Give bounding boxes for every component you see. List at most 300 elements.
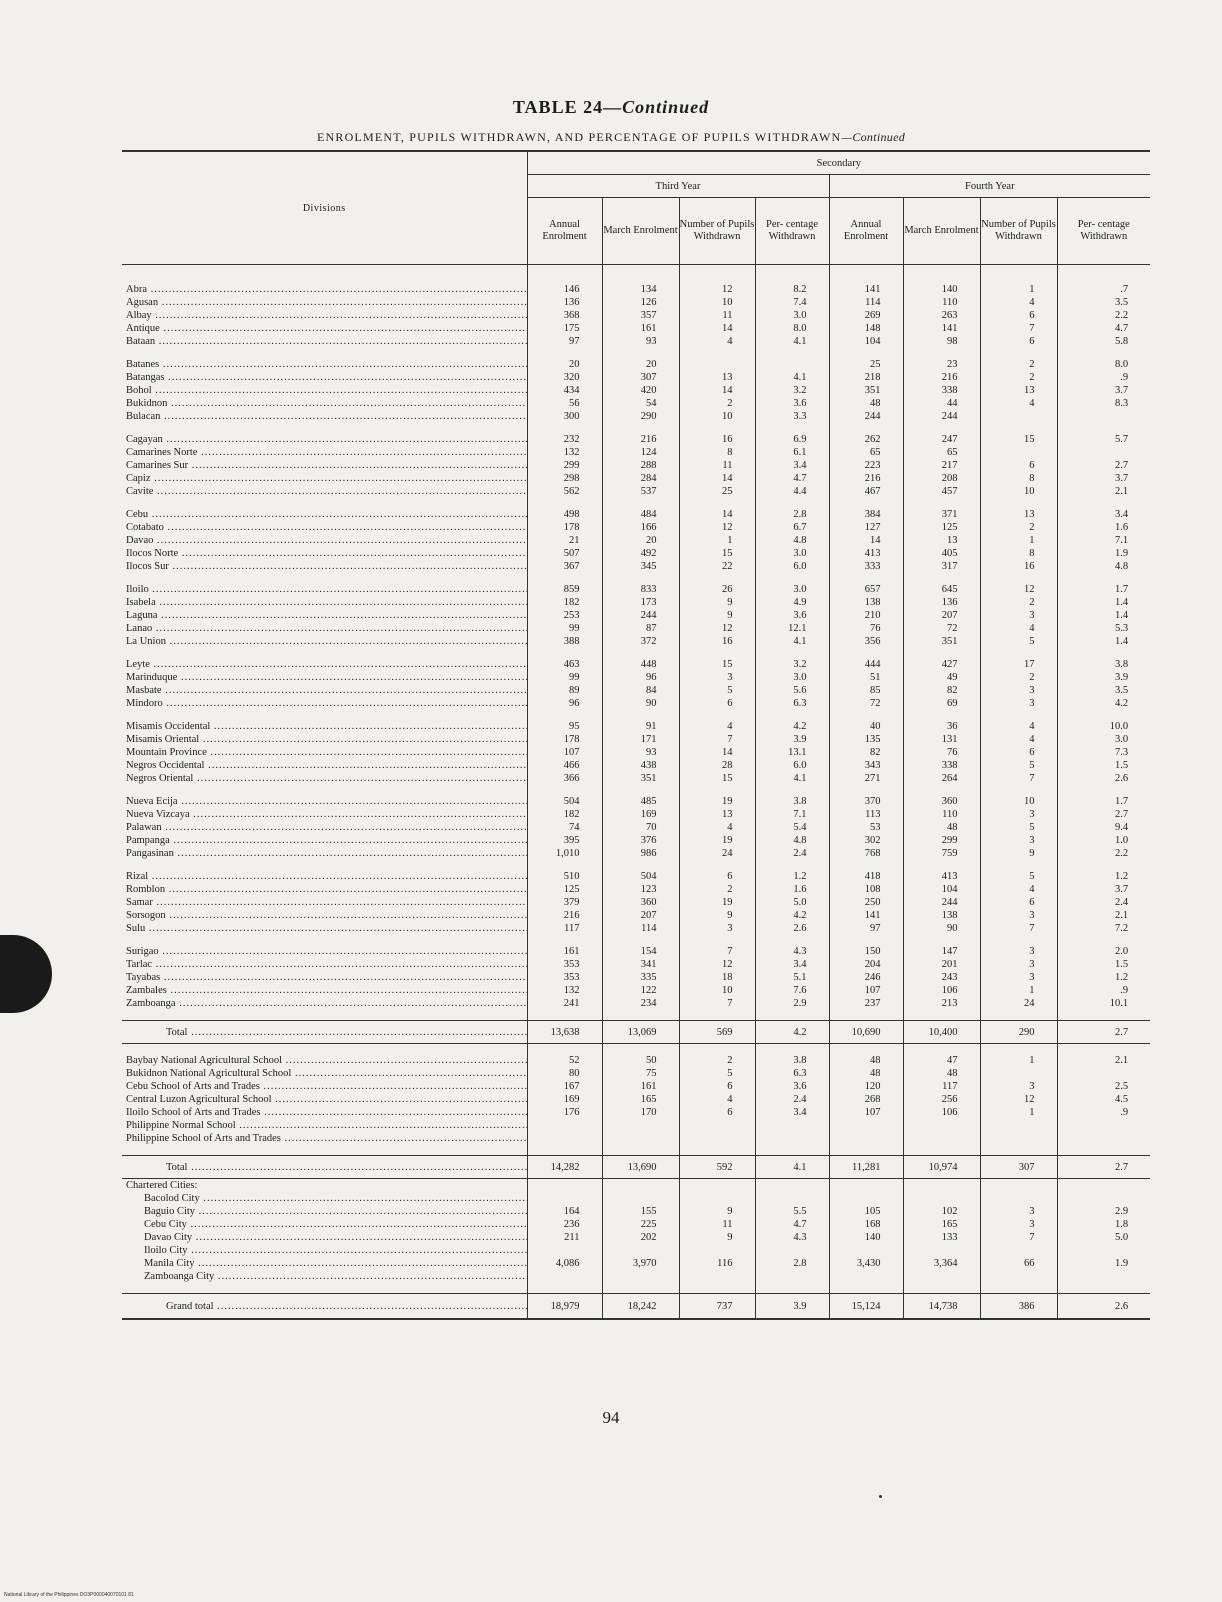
cell-value: 124 (602, 446, 679, 459)
cell-value (1057, 1270, 1150, 1283)
cell-value: 48 (903, 1067, 980, 1080)
row-label: Surigao ..... (122, 945, 527, 958)
cell-value: 178 (527, 733, 602, 746)
cell-value: 6 (980, 459, 1057, 472)
cell-value: 4.1 (755, 371, 829, 384)
cell-value: 444 (829, 658, 903, 671)
table-row (122, 997, 1150, 1010)
spacer-row (122, 648, 1150, 658)
cell-value: 217 (903, 459, 980, 472)
table-body (122, 265, 1150, 1320)
cell-value: 207 (903, 609, 980, 622)
cell-value: 7.1 (755, 808, 829, 821)
cell-value: 90 (602, 697, 679, 710)
cell-value: 131 (903, 733, 980, 746)
cell-value: 10 (679, 984, 755, 997)
cell-value: 161 (602, 1080, 679, 1093)
cell-value: 2 (980, 358, 1057, 371)
cell-value (602, 1270, 679, 1283)
cell-value: 3.4 (755, 1106, 829, 1119)
cell-value: 16 (679, 433, 755, 446)
cell-value (1057, 1192, 1150, 1205)
cell-value: 125 (527, 883, 602, 896)
cell-value: 5 (980, 821, 1057, 834)
cell-value: 54 (602, 397, 679, 410)
cell-value: 146 (527, 283, 602, 296)
row-label: Nueva Vizcaya ..... (122, 808, 527, 821)
cell-value: 6.7 (755, 521, 829, 534)
cell-value: 3.7 (1057, 883, 1150, 896)
cell-value: 2.1 (1057, 1054, 1150, 1067)
cell-value: 8 (679, 446, 755, 459)
row-label: Pampanga ..... (122, 834, 527, 847)
cell-value (527, 1132, 602, 1145)
spacer-row (122, 348, 1150, 358)
cell-value (829, 1244, 903, 1257)
cell-value: 24 (679, 847, 755, 860)
row-label: Bacolod City ..... (122, 1192, 527, 1205)
cell-value: 15 (679, 547, 755, 560)
cell-value: 7.2 (1057, 922, 1150, 935)
table-row (122, 834, 1150, 847)
cell-value: 4.9 (755, 596, 829, 609)
cell-value: 4,086 (527, 1257, 602, 1270)
cell-value: 366 (527, 772, 602, 785)
cell-value: 4 (980, 397, 1057, 410)
cell-value: 253 (527, 609, 602, 622)
table-row (122, 720, 1150, 733)
table-row (122, 1244, 1150, 1257)
cell-value: 28 (679, 759, 755, 772)
row-label: La Union ..... (122, 635, 527, 648)
cell-value: 11,281 (829, 1156, 903, 1179)
cell-value (755, 1132, 829, 1145)
table-row (122, 847, 1150, 860)
cell-value: 19 (679, 896, 755, 909)
table-row (122, 1192, 1150, 1205)
table-row (122, 1218, 1150, 1231)
cell-value: 132 (527, 984, 602, 997)
cell-value: 3 (980, 971, 1057, 984)
cell-value: 164 (527, 1205, 602, 1218)
cell-value: 51 (829, 671, 903, 684)
cell-value (679, 1192, 755, 1205)
cell-value (1057, 1067, 1150, 1080)
cell-value: 99 (527, 671, 602, 684)
cell-value: 5.7 (1057, 433, 1150, 446)
cell-value (527, 1270, 602, 1283)
cell-value: 95 (527, 720, 602, 733)
cell-value: 7 (980, 772, 1057, 785)
cell-value: 93 (602, 746, 679, 759)
cell-value: 3.5 (1057, 296, 1150, 309)
cell-value: 110 (903, 808, 980, 821)
cell-value: 44 (903, 397, 980, 410)
cell-value: 1.4 (1057, 609, 1150, 622)
cell-value: 8.0 (755, 322, 829, 335)
divisions-header: Divisions (122, 151, 527, 265)
cell-value: 2.8 (755, 508, 829, 521)
cell-value: 211 (527, 1231, 602, 1244)
cell-value: 418 (829, 870, 903, 883)
cell-value: 246 (829, 971, 903, 984)
col-percentage-withdrawn: Per- centage Withdrawn (755, 198, 829, 265)
row-label: Batanes ..... (122, 358, 527, 371)
cell-value: 15 (980, 433, 1057, 446)
cell-value: 16 (980, 560, 1057, 573)
row-label: Grand total ..... (122, 1294, 527, 1320)
cell-value: 271 (829, 772, 903, 785)
cell-value: 7.6 (755, 984, 829, 997)
cell-value: 6 (980, 309, 1057, 322)
cell-value: 167 (527, 1080, 602, 1093)
cell-value: 12 (980, 583, 1057, 596)
cell-value: .9 (1057, 371, 1150, 384)
cell-value: 2.1 (1057, 909, 1150, 922)
cell-value: 6 (980, 335, 1057, 348)
cell-value: 15 (679, 658, 755, 671)
table-row (122, 534, 1150, 547)
row-label: Camarines Sur ..... (122, 459, 527, 472)
row-label: Sulu ..... (122, 922, 527, 935)
row-label: Iloilo School of Arts and Trades ..... (122, 1106, 527, 1119)
cell-value: 4.7 (755, 1218, 829, 1231)
table-row (122, 697, 1150, 710)
row-label: Bukidnon National Agricultural School ..... (122, 1067, 527, 1080)
cell-value: 413 (903, 870, 980, 883)
cell-value: 232 (527, 433, 602, 446)
speck (879, 1495, 882, 1498)
cell-value: 7 (679, 733, 755, 746)
cell-value: 3.8 (1057, 658, 1150, 671)
cell-value (980, 410, 1057, 423)
table-row (122, 795, 1150, 808)
spacer-row (122, 1044, 1150, 1055)
cell-value: 6 (679, 1106, 755, 1119)
cell-value (980, 1067, 1057, 1080)
cell-value: 2.4 (1057, 896, 1150, 909)
table-row (122, 309, 1150, 322)
cell-value (980, 1132, 1057, 1145)
cell-value: 2.2 (1057, 309, 1150, 322)
cell-value: 10.0 (1057, 720, 1150, 733)
cell-value: 216 (829, 472, 903, 485)
cell-value: 2.6 (755, 922, 829, 935)
cell-value: 4.8 (1057, 560, 1150, 573)
cell-value: 241 (527, 997, 602, 1010)
row-label: Ilocos Sur ..... (122, 560, 527, 573)
cell-value: 3 (679, 922, 755, 935)
cell-value: 3.6 (755, 609, 829, 622)
cell-value: 4 (980, 733, 1057, 746)
table-row (122, 896, 1150, 909)
cell-value: 97 (527, 335, 602, 348)
table-row (122, 521, 1150, 534)
cell-value: 3.0 (755, 671, 829, 684)
cell-value: 1.6 (755, 883, 829, 896)
scan-footer: National Library of the Philippines DO3P000040070101 81 (4, 1592, 134, 1598)
table-row (122, 596, 1150, 609)
row-label: Bataan ..... (122, 335, 527, 348)
cell-value: 2.6 (1057, 772, 1150, 785)
cell-value: 247 (903, 433, 980, 446)
spacer-row (122, 935, 1150, 945)
row-label: Zamboanga ..... (122, 997, 527, 1010)
cell-value: 96 (602, 671, 679, 684)
row-label: Masbate ..... (122, 684, 527, 697)
cell-value: 1.4 (1057, 596, 1150, 609)
cell-value: 4.2 (755, 909, 829, 922)
cell-value: 8.2 (755, 283, 829, 296)
cell-value: 141 (829, 283, 903, 296)
cell-value: 645 (903, 583, 980, 596)
cell-value: 14 (679, 384, 755, 397)
cell-value: 6.3 (755, 697, 829, 710)
cell-value: 3.5 (1057, 684, 1150, 697)
cell-value (1057, 1244, 1150, 1257)
cell-value: 244 (903, 896, 980, 909)
row-label: Camarines Norte ..... (122, 446, 527, 459)
cell-value (527, 1192, 602, 1205)
cell-value: 300 (527, 410, 602, 423)
cell-value: 225 (602, 1218, 679, 1231)
row-label: Samar ..... (122, 896, 527, 909)
cell-value: 65 (829, 446, 903, 459)
cell-value: 466 (527, 759, 602, 772)
cell-value: 367 (527, 560, 602, 573)
table-row (122, 371, 1150, 384)
cell-value: 510 (527, 870, 602, 883)
cell-value: 360 (602, 896, 679, 909)
table-row (122, 1132, 1150, 1145)
cell-value: 284 (602, 472, 679, 485)
cell-value: 48 (829, 1054, 903, 1067)
cell-value: 114 (602, 922, 679, 935)
cell-value: 218 (829, 371, 903, 384)
cell-value: 3.2 (755, 384, 829, 397)
cell-value: 6 (679, 870, 755, 883)
cell-value: 2.5 (1057, 1080, 1150, 1093)
cell-value: 13 (903, 534, 980, 547)
spacer-row (122, 423, 1150, 433)
cell-value: 216 (602, 433, 679, 446)
cell-value: 386 (980, 1294, 1057, 1320)
cell-value: 507 (527, 547, 602, 560)
row-label: Lanao ..... (122, 622, 527, 635)
cell-value (602, 1244, 679, 1257)
cell-value: 7.3 (1057, 746, 1150, 759)
cell-value: 10 (679, 296, 755, 309)
cell-value: 14 (679, 322, 755, 335)
cell-value: 133 (903, 1231, 980, 1244)
table-row (122, 958, 1150, 971)
cell-value: 3.7 (1057, 472, 1150, 485)
cell-value (1057, 410, 1150, 423)
cell-value: 2.4 (755, 847, 829, 860)
cell-value: 82 (829, 746, 903, 759)
cell-value: 14,738 (903, 1294, 980, 1320)
cell-value: 288 (602, 459, 679, 472)
cell-value: 12 (679, 622, 755, 635)
table-row (122, 1294, 1150, 1320)
cell-value: 25 (829, 358, 903, 371)
spacer-row (122, 860, 1150, 870)
cell-value: 168 (829, 1218, 903, 1231)
cell-value: 171 (602, 733, 679, 746)
cell-value: 1,010 (527, 847, 602, 860)
cell-value: 3 (980, 945, 1057, 958)
cell-value: 371 (903, 508, 980, 521)
cell-value: 98 (903, 335, 980, 348)
cell-value: 15 (679, 772, 755, 785)
table-row (122, 446, 1150, 459)
cell-value: 9 (980, 847, 1057, 860)
row-label: Cavite ..... (122, 485, 527, 498)
spacer-row (122, 710, 1150, 720)
cell-value: 4.1 (755, 335, 829, 348)
enrolment-table (122, 150, 1150, 1320)
cell-value: 20 (527, 358, 602, 371)
cell-value: 368 (527, 309, 602, 322)
cell-value (602, 1132, 679, 1145)
cell-value: 343 (829, 759, 903, 772)
cell-value: 467 (829, 485, 903, 498)
cell-value (829, 1270, 903, 1283)
cell-value (679, 1244, 755, 1257)
row-label: Palawan ..... (122, 821, 527, 834)
cell-value: 353 (527, 971, 602, 984)
cell-value: 7 (980, 922, 1057, 935)
cell-value (980, 1119, 1057, 1132)
table-row (122, 808, 1150, 821)
cell-value: 20 (602, 358, 679, 371)
cell-value: 21 (527, 534, 602, 547)
cell-value: 307 (980, 1156, 1057, 1179)
cell-value: 7.4 (755, 296, 829, 309)
cell-value: 120 (829, 1080, 903, 1093)
cell-value: 320 (527, 371, 602, 384)
cell-value: 170 (602, 1106, 679, 1119)
cell-value: 18 (679, 971, 755, 984)
cell-value (755, 1119, 829, 1132)
cell-value: 9 (679, 1231, 755, 1244)
cell-value: 3.0 (755, 583, 829, 596)
cell-value: 1.2 (755, 870, 829, 883)
cell-value: 1 (980, 984, 1057, 997)
row-label: Mindoro ..... (122, 697, 527, 710)
cell-value: 3 (980, 958, 1057, 971)
table-row (122, 1156, 1150, 1179)
cell-value: 269 (829, 309, 903, 322)
cell-value: 18,979 (527, 1294, 602, 1320)
cell-value: 13 (980, 508, 1057, 521)
table-row (122, 1270, 1150, 1283)
cell-value: 18,242 (602, 1294, 679, 1320)
cell-value: 6 (679, 697, 755, 710)
row-label: Central Luzon Agricultural School ..... (122, 1093, 527, 1106)
cell-value: 6 (679, 1080, 755, 1093)
table-row (122, 560, 1150, 573)
cell-value (903, 1119, 980, 1132)
cell-value: 4.5 (1057, 1093, 1150, 1106)
cell-value: 96 (527, 697, 602, 710)
table-row (122, 1054, 1150, 1067)
cell-value: 1.9 (1057, 1257, 1150, 1270)
col-pupils-withdrawn: Number of Pupils Withdrawn (980, 198, 1057, 265)
cell-value: .9 (1057, 1106, 1150, 1119)
row-label: Cebu ..... (122, 508, 527, 521)
cell-value: 11 (679, 459, 755, 472)
cell-value: 3 (980, 684, 1057, 697)
cell-value (903, 1192, 980, 1205)
row-label: Abra ..... (122, 283, 527, 296)
cell-value: 413 (829, 547, 903, 560)
row-label: Isabela ..... (122, 596, 527, 609)
cell-value: 2.9 (755, 997, 829, 1010)
cell-value: 2.0 (1057, 945, 1150, 958)
table-row (122, 658, 1150, 671)
row-label: Rizal ..... (122, 870, 527, 883)
cell-value: 333 (829, 560, 903, 573)
table-row (122, 746, 1150, 759)
cell-value: 69 (903, 697, 980, 710)
cell-value: 175 (527, 322, 602, 335)
cell-value: 134 (602, 283, 679, 296)
cell-value: 14 (679, 746, 755, 759)
cell-value: 420 (602, 384, 679, 397)
cell-value: 10,690 (829, 1021, 903, 1044)
cell-value: 75 (602, 1067, 679, 1080)
cell-value: 2.7 (1057, 1156, 1150, 1179)
cell-value: 9.4 (1057, 821, 1150, 834)
cell-value: 236 (527, 1218, 602, 1231)
table-row (122, 547, 1150, 560)
cell-value: 1.5 (1057, 759, 1150, 772)
cell-value: 372 (602, 635, 679, 648)
table-row (122, 759, 1150, 772)
cell-value: 4.2 (755, 1021, 829, 1044)
cell-value: 106 (903, 1106, 980, 1119)
cell-value: 132 (527, 446, 602, 459)
table-row (122, 384, 1150, 397)
cell-value: 2 (679, 883, 755, 896)
cell-value: 3,430 (829, 1257, 903, 1270)
cell-value: 48 (903, 821, 980, 834)
cell-value: 2.7 (1057, 1021, 1150, 1044)
cell-value: 484 (602, 508, 679, 521)
spacer-row (122, 573, 1150, 583)
cell-value: 457 (903, 485, 980, 498)
table-row (122, 870, 1150, 883)
cell-value: 154 (602, 945, 679, 958)
row-label: Mountain Province ..... (122, 746, 527, 759)
cell-value: 65 (903, 446, 980, 459)
cell-value: 8.3 (1057, 397, 1150, 410)
cell-value: 360 (903, 795, 980, 808)
cell-value: 106 (903, 984, 980, 997)
cell-value: 3.9 (1057, 671, 1150, 684)
cell-value: 351 (903, 635, 980, 648)
cell-value: 136 (903, 596, 980, 609)
cell-value (1057, 1119, 1150, 1132)
row-label: Bukidnon ..... (122, 397, 527, 410)
cell-value: 12 (679, 958, 755, 971)
cell-value: 6.0 (755, 759, 829, 772)
cell-value: 141 (829, 909, 903, 922)
cell-value: 3 (980, 1205, 1057, 1218)
cell-value: 317 (903, 560, 980, 573)
cell-value: 127 (829, 521, 903, 534)
